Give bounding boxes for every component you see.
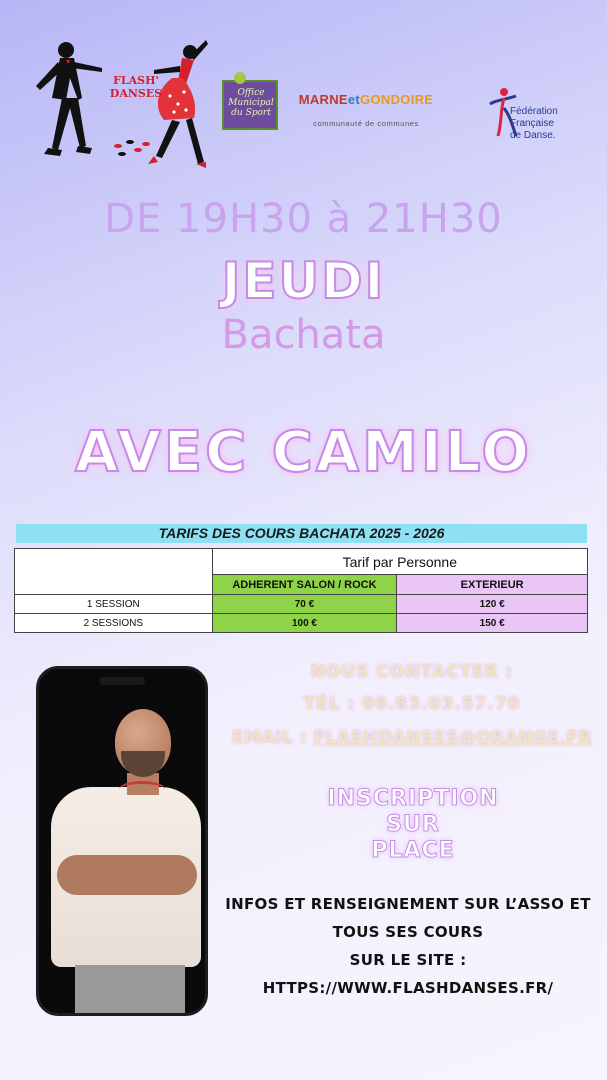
infos-line-2: TOUS SES COURS bbox=[332, 923, 484, 941]
ffd-line-3: de Danse. bbox=[510, 130, 556, 141]
teacher-pants bbox=[75, 965, 185, 1015]
row-label: 2 SESSIONS bbox=[15, 614, 213, 633]
infos-line-1: INFOS ET RENSEIGNEMENT SUR L’ASSO ET bbox=[225, 895, 591, 913]
phone-notch bbox=[99, 677, 145, 685]
teacher-crossed-arms bbox=[57, 855, 197, 895]
course-day: JEUDI bbox=[221, 252, 386, 310]
price-adherent: 70 € bbox=[212, 595, 397, 614]
office-municipal-sport-logo bbox=[222, 80, 278, 130]
email-link[interactable]: FLASHDANSES@ORANGE.FR bbox=[313, 728, 593, 748]
ffd-logo-text bbox=[510, 106, 576, 142]
et-text: et bbox=[347, 92, 361, 107]
marne-text: MARNE bbox=[298, 92, 348, 107]
inscription-notice bbox=[294, 786, 532, 864]
email-label: EMAIL : bbox=[231, 728, 314, 748]
table-corner-cell bbox=[15, 549, 213, 595]
contact-title: NOUS CONTACTER : bbox=[310, 662, 514, 682]
infos-line-3: SUR LE SITE : bbox=[349, 951, 467, 969]
teacher-collar bbox=[119, 781, 165, 797]
flash-danses-logo bbox=[22, 38, 212, 178]
course-hours: DE 19H30 à 21H30 bbox=[104, 196, 503, 242]
tarifs-table bbox=[14, 548, 588, 633]
table-row bbox=[15, 595, 588, 614]
dancers-icon bbox=[22, 38, 212, 178]
price-adherent: 100 € bbox=[212, 614, 397, 633]
inscription-line-1: INSCRIPTION bbox=[327, 786, 499, 811]
federation-francaise-danse-logo bbox=[486, 86, 576, 156]
dance-style: Bachata bbox=[221, 312, 386, 358]
table-row bbox=[15, 614, 588, 633]
infos-block bbox=[212, 890, 604, 1002]
column-header-adherent: ADHERENT SALON / ROCK bbox=[212, 575, 397, 595]
teacher-name: AVEC CAMILO bbox=[74, 420, 533, 485]
inscription-line-2: SUR bbox=[386, 812, 440, 837]
tarifs-title: TARIFS DES COURS BACHATA 2025 - 2026 bbox=[16, 524, 587, 543]
marne-gondoire-logo bbox=[292, 92, 440, 142]
oms-logo-text: Office Municipal du Sport bbox=[228, 88, 274, 118]
inscription-line-3: PLACE bbox=[371, 838, 455, 863]
ffd-line-1: Fédération bbox=[510, 106, 558, 117]
price-exterieur: 150 € bbox=[397, 614, 588, 633]
flash-danses-logo-text: FLASH' DANSES bbox=[109, 74, 163, 100]
contact-email bbox=[222, 728, 602, 748]
column-header-exterieur: EXTERIEUR bbox=[397, 575, 588, 595]
ball-icon bbox=[234, 72, 246, 84]
marne-gondoire-subtitle: communauté de communes bbox=[313, 119, 419, 128]
tarif-par-personne-header: Tarif par Personne bbox=[212, 549, 587, 575]
teacher-photo-phone bbox=[36, 666, 208, 1016]
contact-phone[interactable]: TÉL : 06.83.03.57.70 bbox=[303, 694, 521, 714]
gondoire-text: GONDOIRE bbox=[360, 92, 434, 107]
website-link[interactable]: HTTPS://WWW.FLASHDANSES.FR/ bbox=[262, 979, 554, 997]
marne-gondoire-title bbox=[292, 92, 440, 107]
row-label: 1 SESSION bbox=[15, 595, 213, 614]
price-exterieur: 120 € bbox=[397, 595, 588, 614]
ffd-line-2: Française bbox=[510, 118, 554, 129]
